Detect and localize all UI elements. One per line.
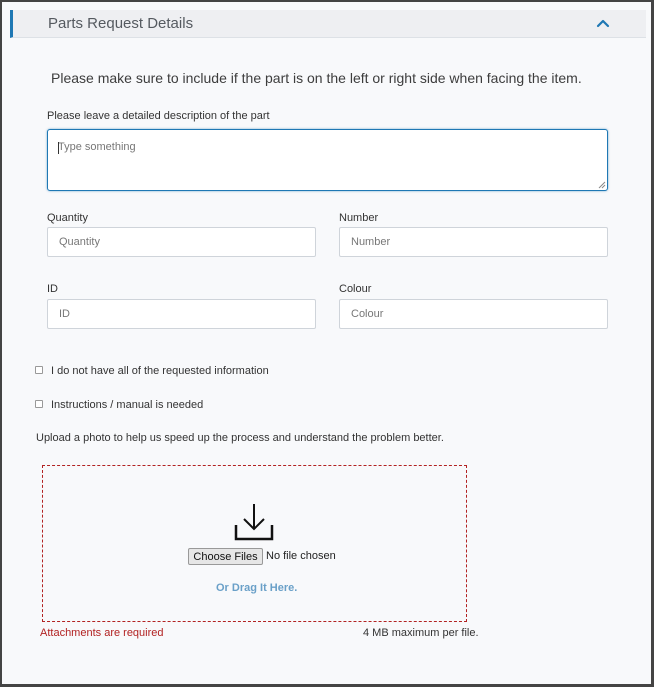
manual-needed-checkbox[interactable]	[35, 400, 43, 408]
id-input[interactable]	[47, 299, 316, 329]
upload-note: Upload a photo to help us speed up the process and understand the problem better.	[36, 432, 444, 444]
id-label: ID	[47, 283, 58, 295]
description-textarea[interactable]	[47, 129, 608, 191]
number-input[interactable]	[339, 227, 608, 257]
file-dropzone[interactable]	[42, 465, 467, 622]
section-header[interactable]	[10, 10, 646, 38]
download-icon	[234, 503, 274, 541]
text-caret	[58, 142, 59, 154]
intro-text: Please make sure to include if the part is on the left or right side when facing the item.	[51, 70, 582, 86]
number-label: Number	[339, 212, 379, 224]
max-size-note: 4 MB maximum per file.	[363, 627, 479, 639]
manual-needed-label[interactable]: Instructions / manual is needed	[51, 399, 204, 411]
choose-files-button[interactable]: Choose Files	[188, 548, 263, 565]
missing-info-checkbox[interactable]	[35, 366, 43, 374]
colour-label: Colour	[339, 283, 372, 295]
quantity-input[interactable]	[47, 227, 316, 257]
resize-grip-icon[interactable]	[598, 181, 606, 189]
missing-info-label[interactable]: I do not have all of the requested information	[51, 365, 269, 377]
section-title: Parts Request Details	[48, 15, 194, 32]
chevron-up-icon[interactable]	[596, 17, 610, 29]
quantity-label: Quantity	[47, 212, 88, 224]
attachments-error: Attachments are required	[40, 627, 164, 639]
description-label: Please leave a detailed description of the part	[47, 110, 270, 122]
colour-input[interactable]	[339, 299, 608, 329]
drag-here-link[interactable]: Or Drag It Here.	[216, 582, 298, 594]
no-file-text: No file chosen	[266, 550, 336, 562]
